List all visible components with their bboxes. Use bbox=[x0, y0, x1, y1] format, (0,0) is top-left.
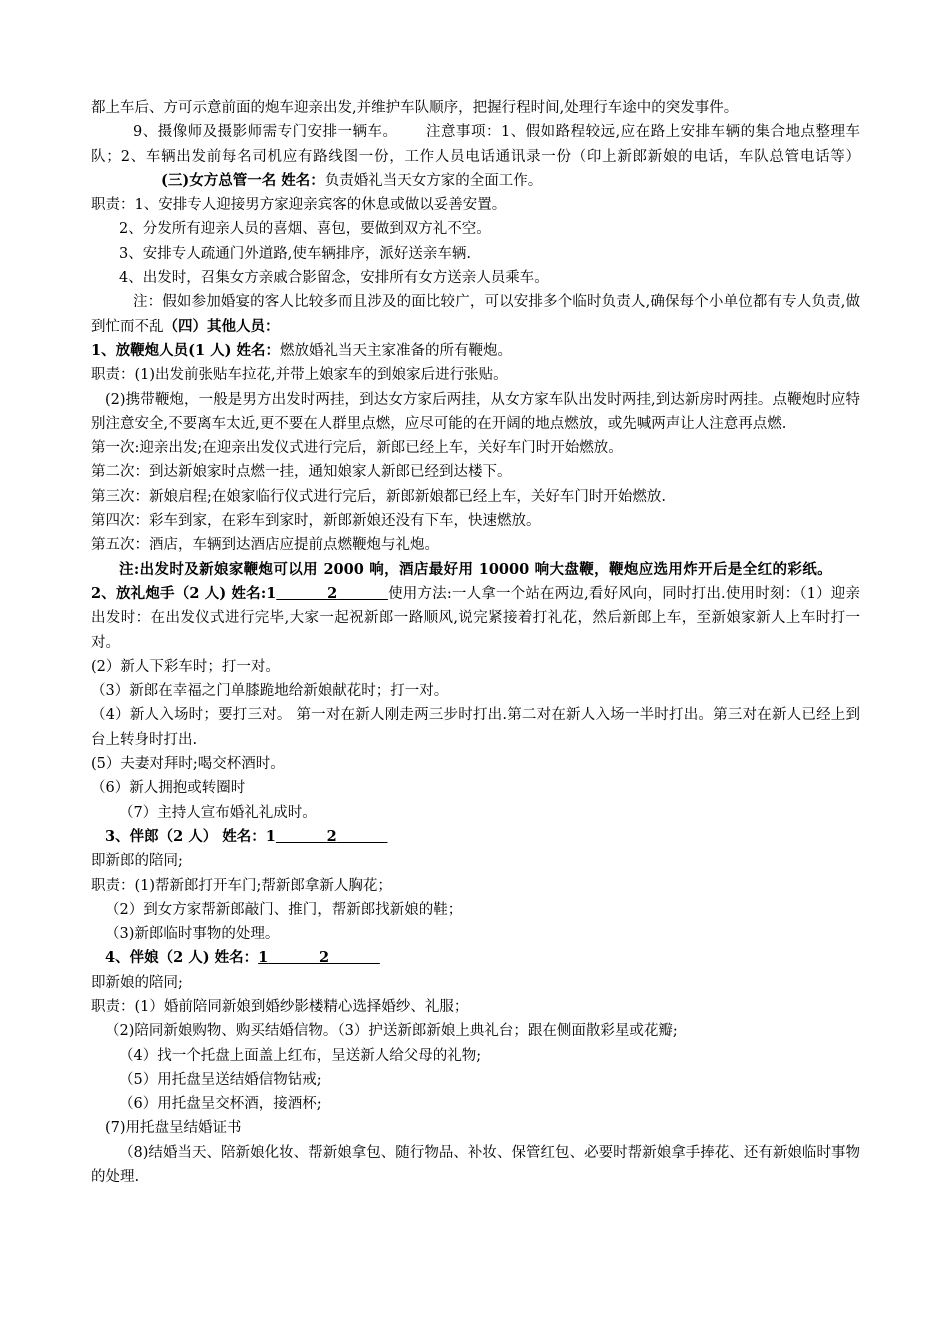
paragraph-round-2 bbox=[91, 460, 860, 484]
paragraph-convoy-duty bbox=[91, 96, 860, 120]
role-heading-bridesmaid: 4、伴娘（2 人) 姓名： bbox=[105, 949, 259, 967]
text-line: 使用方法:一人拿一个站在两边,看好风向，同时打出.使用时刻：（1）迎亲出发时：在出发仪式进行完毕,大家一起祝新郎一路顺风,说完紧接着打礼花，然后新郎上车，至新娘家新人上车时打一对。 bbox=[91, 585, 860, 651]
paragraph-bridesmaid-duty-8 bbox=[91, 1141, 860, 1190]
text-line: （6）用托盘呈交杯酒，接酒杯; bbox=[119, 1096, 322, 1113]
paragraph-moment-3 bbox=[91, 679, 860, 703]
text-line: 都上车后、方可示意前面的炮车迎亲出发,并维护车队顺序，把握行程时间,处理行车途中的突发事件。 bbox=[91, 100, 739, 116]
paragraph-camera-car bbox=[91, 120, 860, 193]
text-line: 职责：(1)出发前张贴车拉花,并带上娘家车的到娘家后进行张贴。 bbox=[91, 367, 508, 384]
name-blank-2 bbox=[329, 949, 380, 966]
bold-note: 注:出发时及新娘家鞭炮可以用 2000 响，酒店最好用 10000 响大盘鞭，鞭炮应选用炸开后是全红的彩纸。 bbox=[119, 560, 832, 578]
text-line: 4、出发时，召集女方亲戚合影留念，安排所有女方送亲人员乘车。 bbox=[119, 270, 549, 287]
text-line: (7)用托盘呈结婚证书 bbox=[105, 1120, 242, 1137]
name-blank-1 bbox=[276, 585, 327, 602]
paragraph-bridesmaid-duty-4 bbox=[91, 1044, 860, 1068]
paragraph-round-5 bbox=[91, 533, 860, 557]
paragraph-moment-6 bbox=[91, 776, 860, 800]
name-blank-label: 2 bbox=[326, 827, 337, 845]
paragraph-bridesmaid-duty-2 bbox=[91, 1019, 860, 1043]
paragraph-bridesmaid-heading bbox=[91, 946, 860, 970]
paragraph-round-4 bbox=[91, 509, 860, 533]
name-blank-2 bbox=[337, 828, 388, 845]
paragraph-moment-4 bbox=[91, 703, 860, 752]
name-blank-1 bbox=[268, 949, 319, 966]
text-line: 职责：1、安排专人迎接男方家迎亲宾客的休息或做以妥善安置。 bbox=[91, 197, 507, 214]
text-line: （6）新人拥抱或转圈时 bbox=[91, 780, 246, 797]
paragraph-round-1 bbox=[91, 436, 860, 460]
text-line: 职责：(1）婚前陪同新娘到婚纱影楼精心选择婚纱、礼服； bbox=[91, 998, 469, 1015]
paragraph-fireworks-staff bbox=[91, 558, 860, 655]
name-blank-label: 1 bbox=[258, 949, 269, 967]
text-line: 第五次：酒店，车辆到达酒店应提前点燃鞭炮与礼炮。 bbox=[91, 537, 439, 554]
text-line: 3、安排专人疏通门外道路,使车辆排序，派好送亲车辆. bbox=[119, 245, 471, 262]
paragraph-duty-3 bbox=[91, 242, 860, 266]
text-line: 第四次：彩车到家，在彩车到家时，新郎新娘还没有下车，快速燃放。 bbox=[91, 513, 541, 530]
text-line: 负责婚礼当天女方家的全面工作。 bbox=[324, 172, 543, 189]
paragraph-moment-2 bbox=[91, 655, 860, 679]
text-line: （2)陪同新娘购物、购买结婚信物。（3）护送新郎新娘上典礼台；跟在侧面散彩星或花瓣; bbox=[105, 1023, 678, 1040]
paragraph-bridesmaid-duty-5 bbox=[91, 1068, 860, 1092]
paragraph-bridesmaid-duty-7 bbox=[91, 1116, 860, 1140]
paragraph-bridesmaid-duty-1 bbox=[91, 995, 860, 1019]
paragraph-firecracker-duty-2 bbox=[91, 388, 860, 437]
paragraph-duty-1 bbox=[91, 193, 860, 217]
paragraph-firecracker-staff bbox=[91, 339, 860, 363]
text-line: （2）到女方家帮新郎敲门、推门，帮新郎找新娘的鞋； bbox=[105, 901, 463, 918]
text-line: 第三次：新娘启程;在娘家临行仪式进行完后，新郎新娘都已经上车，关好车门时开始燃放. bbox=[91, 488, 666, 505]
paragraph-bridesmaid-duty-6 bbox=[91, 1092, 860, 1116]
paragraph-moment-5 bbox=[91, 752, 860, 776]
name-blank-2 bbox=[337, 585, 388, 602]
section-heading-other-staff: （四）其他人员： bbox=[163, 317, 280, 335]
paragraph-groomsman-heading bbox=[91, 825, 860, 849]
section-heading-bride-manager: (三)女方总管一名 姓名： bbox=[161, 171, 325, 189]
role-heading-fireworks: 2、放礼炮手（2 人) 姓名:1 bbox=[91, 584, 277, 602]
text-line: 第一次:迎亲出发;在迎亲出发仪式进行完后，新郎已经上车，关好车门时开始燃放。 bbox=[91, 440, 623, 457]
role-heading-groomsman: 3、伴郎（2 人） 姓名：1 bbox=[105, 827, 276, 845]
text-line: （3）新郎在幸福之门单膝跪地给新娘献花时；打一对。 bbox=[91, 683, 449, 700]
text-line: 即新娘的陪同; bbox=[91, 974, 183, 991]
paragraph-note bbox=[91, 290, 860, 339]
text-line: (2)携带鞭炮，一般是男方出发时两挂，到达女方家后两挂，从女方家车队出发时两挂,到达新房时两挂。点鞭炮时应特别注意安全,不要离车太近,更不要在人群里点燃，应尽可能的在开阔的地点燃放，或先喊两声让人注意再点燃. bbox=[91, 391, 860, 432]
text-line: 2、分发所有迎亲人员的喜烟、喜包，要做到双方礼不空。 bbox=[119, 221, 491, 238]
name-blank-1 bbox=[276, 828, 327, 845]
role-heading-firecracker: 1、放鞭炮人员(1 人) 姓名： bbox=[91, 341, 280, 359]
paragraph-groomsman-duty-1 bbox=[91, 874, 860, 898]
paragraph-duty-4 bbox=[91, 266, 860, 290]
text-line: （4）找一个托盘上面盖上红布，呈送新人给父母的礼物; bbox=[119, 1047, 482, 1064]
text-line: 注：假如参加婚宴的客人比较多而且涉及的面比较广，可以安排多个临时负责人,确保每个小单位都有专人负责,做到忙而不乱 bbox=[91, 294, 860, 335]
paragraph-round-3 bbox=[91, 485, 860, 509]
text-line: 注意事项：1、假如路程较远,应在路上安排车辆的集合地点整理车队；2、车辆出发前每名司机应有路线图一份，工作人员电话通讯录一份（印上新郎新娘的电话，车队总管电话等） bbox=[91, 124, 860, 165]
text-line: （3)新郎临时事物的处理。 bbox=[105, 926, 280, 943]
paragraph-firecracker-duty-1 bbox=[91, 363, 860, 387]
text-line: 燃放婚礼当天主家准备的所有鞭炮。 bbox=[280, 342, 512, 359]
paragraph-groomsman-desc bbox=[91, 849, 860, 873]
text-line: （8)结婚当天、陪新娘化妆、帮新娘拿包、随行物品、补妆、保管红包、必要时帮新娘拿手捧花、还有新娘临时事物的处理. bbox=[91, 1144, 860, 1186]
name-blank-label: 2 bbox=[327, 584, 338, 602]
text-line: （7）主持人宣布婚礼礼成时。 bbox=[119, 804, 317, 821]
name-blank-label: 2 bbox=[318, 949, 330, 967]
text-line: (2）新人下彩车时；打一对。 bbox=[91, 658, 280, 675]
paragraph-duty-2 bbox=[91, 217, 860, 241]
paragraph-moment-7 bbox=[91, 801, 860, 825]
text-line: 职责：(1)帮新郎打开车门;帮新郎拿新人胸花； bbox=[91, 877, 392, 894]
text-line: 即新郎的陪同; bbox=[91, 853, 183, 870]
text-line: 9、摄像师及摄影师需专门安排一辆车。 bbox=[133, 124, 398, 141]
paragraph-groomsman-duty-2 bbox=[91, 898, 860, 922]
text-line: (5）夫妻对拜时;喝交杯酒时。 bbox=[91, 756, 285, 773]
paragraph-groomsman-duty-3 bbox=[91, 922, 860, 946]
text-line: （5）用托盘呈送结婚信物钻戒; bbox=[119, 1071, 322, 1088]
text-line: （4）新人入场时；要打三对。 第一对在新人刚走两三步时打出.第二对在新人入场一半时打出。第三对在新人已经上到台上转身时打出. bbox=[91, 707, 860, 748]
paragraph-bridesmaid-desc bbox=[91, 971, 860, 995]
text-line: 第二次：到达新娘家时点燃一挂，通知娘家人新郎已经到达楼下。 bbox=[91, 464, 512, 481]
